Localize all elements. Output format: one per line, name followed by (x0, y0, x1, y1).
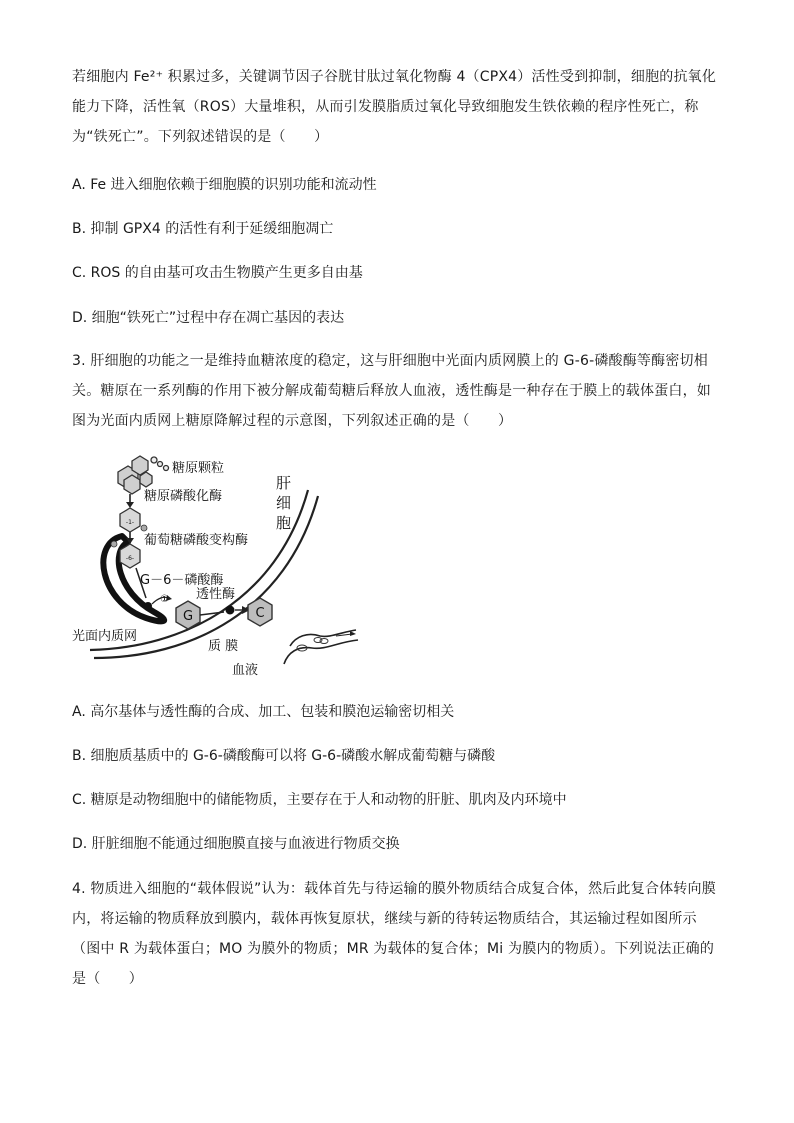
question-3-option-c: C. 糖原是动物细胞中的储能物质，主要存在于人和动物的肝脏、肌肉及内环境中 (72, 792, 567, 808)
plasma-membrane-label: 质 膜 (208, 639, 239, 654)
permease-node (226, 606, 235, 615)
glycogen-phosphorylase-label: 糖原磷酸化酶 (144, 489, 223, 504)
phosphoglucomutase-label: 葡萄糖磷酸变构酶 (144, 533, 249, 548)
g6-phosphatase-label: G－6－磷酸酶 (140, 573, 224, 588)
question-2-option-b: B. 抑制 GPX4 的活性有利于延缓细胞凋亡 (72, 221, 334, 237)
glycogen-degradation-diagram (72, 452, 364, 680)
blood-label: 血液 (232, 663, 259, 678)
liver-cell-label-3: 胞 (276, 514, 292, 532)
question-2-option-a: A. Fe 进入细胞依赖于细胞膜的识别功能和流动性 (72, 177, 377, 193)
svg-text:-1-: -1- (125, 519, 135, 526)
step-1-label: ① (160, 594, 169, 605)
question-3-stem: 3. 肝细胞的功能之一是维持血糖浓度的稳定，这与肝细胞中光面内质网膜上的 G-6-磷酸酶等酶密切相关。糖原在一系列酶的作用下被分解成葡萄糖后释放人血液，透性酶是一种存在于膜上的载体蛋白，如图为光面内质网上糖原降解过程的示意图，下列叙述正确的是（ ） (72, 353, 711, 429)
liver-cell-label-2: 细 (276, 494, 292, 512)
question-3-option-a: A. 高尔基体与透性酶的合成、加工、包装和膜泡运输密切相关 (72, 704, 455, 720)
permease-label: 透性酶 (196, 587, 236, 602)
question-3-option-d: D. 肝脏细胞不能通过细胞膜直接与血液进行物质交换 (72, 836, 400, 852)
question-3-option-b: B. 细胞质基质中的 G-6-磷酸酶可以将 G-6-磷酸水解成葡萄糖与磷酸 (72, 748, 496, 764)
glucose-label: G (182, 609, 194, 624)
liver-cell-label-1: 肝 (276, 474, 292, 492)
g6-phosphatase-node (144, 602, 152, 610)
glycogen-granule-label: 糖原颗粒 (172, 461, 225, 476)
question-2-option-d: D. 细胞“铁死亡”过程中存在凋亡基因的表达 (72, 310, 345, 326)
smooth-er-label: 光面内质网 (72, 629, 138, 644)
question-2-stem: 若细胞内 Fe²⁺ 积累过多，关键调节因子谷胱甘肽过氧化物酶 4（CPX4）活性受到抑制，细胞的抗氧化能力下降，活性氧（ROS）大量堆积，从而引发膜脂质过氧化导致细胞发生铁依赖的程序性死亡，称为“铁死亡”。下列叙述错误的是（ ） (72, 69, 717, 145)
svg-text:-6-: -6- (125, 555, 135, 562)
question-2-option-c: C. ROS 的自由基可攻击生物膜产生更多自由基 (72, 265, 363, 281)
glucose-out-label: C (255, 606, 265, 621)
question-4-stem: 4. 物质进入细胞的“载体假说”认为：载体首先与待运输的膜外物质结合成复合体，然后此复合体转向膜内，将运输的物质释放到膜内，载体再恢复原状，继续与新的待转运物质结合，其运输过程如图所示（图中 R 为载体蛋白；MO 为膜外的物质；MR 为载体的复合体；Mi 为膜内的物质）。下列说法正确的是（ ） (72, 881, 716, 987)
